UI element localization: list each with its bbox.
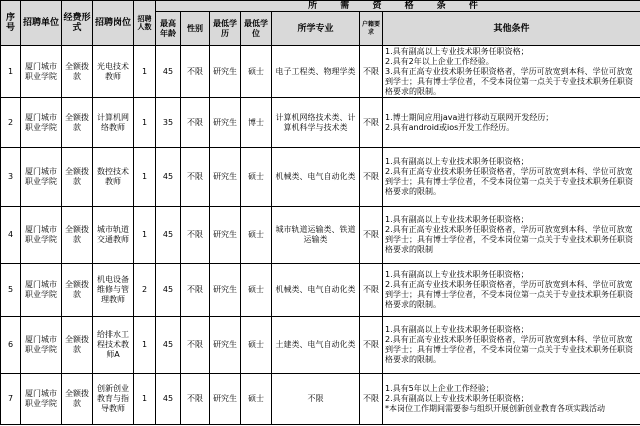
unit-cell: 厦门城市职业学院 [21, 98, 62, 148]
major-cell: 机械类、电气自动化类 [272, 264, 360, 317]
education-cell: 研究生 [210, 98, 241, 148]
hukou-cell: 不限 [360, 207, 383, 264]
unit-cell: 厦门城市职业学院 [21, 46, 62, 98]
unit-cell: 厦门城市职业学院 [21, 207, 62, 264]
hukou-cell: 不限 [360, 148, 383, 207]
funding-cell: 全额拨款 [62, 374, 93, 425]
degree-cell: 硕士 [241, 148, 272, 207]
major-cell: 土建类、电气自动化类 [272, 317, 360, 374]
condition-line: 3.具有正高专业技术职务任职资格者，学历可放宽到本科、学位可放宽到学士；具有博士学位者，不受本岗位第一点关于专业技术职务任职资格要求的限制。 [385, 66, 633, 96]
age-cell: 45 [156, 148, 181, 207]
header-age: 最高年龄 [156, 12, 181, 46]
hukou-cell: 不限 [360, 374, 383, 425]
header-funding: 经费形式 [62, 1, 93, 46]
degree-cell: 博士 [241, 98, 272, 148]
age-cell: 45 [156, 207, 181, 264]
education-cell: 研究生 [210, 207, 241, 264]
major-cell: 城市轨道运输类、铁道运输类 [272, 207, 360, 264]
education-cell: 研究生 [210, 317, 241, 374]
table-row [1, 98, 640, 148]
degree-cell: 硕士 [241, 46, 272, 98]
count-cell: 1 [134, 317, 156, 374]
hukou-cell: 不限 [360, 98, 383, 148]
gender-cell: 不限 [181, 317, 210, 374]
post-cell: 光电技术教师 [93, 46, 134, 98]
condition-line: 2.具有正高专业技术职务任职资格者，学历可放宽到本科、学位可放宽到学士；具有博士学位者，不受本岗位第一点关于专业技术职务任职资格要求的限制。 [385, 335, 633, 364]
count-cell: 2 [134, 264, 156, 317]
degree-cell: 硕士 [241, 264, 272, 317]
gender-cell: 不限 [181, 264, 210, 317]
funding-cell: 全额拨款 [62, 207, 93, 264]
header-post: 招聘岗位 [93, 1, 134, 46]
degree-cell: 硕士 [241, 317, 272, 374]
count-cell: 1 [134, 98, 156, 148]
header-qualification-group: 所 需 资 格 条 件 [156, 1, 640, 12]
other-conditions-cell [383, 264, 640, 317]
age-cell: 45 [156, 374, 181, 425]
hukou-cell: 不限 [360, 46, 383, 98]
unit-cell: 厦门城市职业学院 [21, 148, 62, 207]
other-conditions-cell [383, 148, 640, 207]
seq-cell: 6 [1, 317, 21, 374]
age-cell: 45 [156, 317, 181, 374]
table-row [1, 317, 640, 374]
condition-line: 2.具有副高以上专业技术职务任职资格； [385, 394, 529, 403]
header-major: 所学专业 [272, 12, 360, 46]
post-cell: 计算机网络教师 [93, 98, 134, 148]
gender-cell: 不限 [181, 148, 210, 207]
seq-cell: 1 [1, 46, 21, 98]
condition-line: 2.具有正高专业技术职务任职资格者，学历可放宽到本科、学位可放宽到学士；具有博士学位者，不受本岗位第一点关于专业技术职务任职资格要求的限制。 [385, 167, 633, 196]
other-conditions-cell [383, 98, 640, 148]
table-row [1, 374, 640, 425]
table-row [1, 148, 640, 207]
gender-cell: 不限 [181, 98, 210, 148]
condition-line: 2.具有2年以上企业工作经验。 [385, 56, 494, 66]
hukou-cell: 不限 [360, 317, 383, 374]
header-gender: 性别 [181, 12, 210, 46]
table-row [1, 46, 640, 98]
other-conditions-cell [383, 374, 640, 425]
education-cell: 研究生 [210, 374, 241, 425]
count-cell: 1 [134, 148, 156, 207]
table-row [1, 264, 640, 317]
unit-cell: 厦门城市职业学院 [21, 374, 62, 425]
major-cell: 不限 [272, 374, 360, 425]
age-cell: 35 [156, 98, 181, 148]
funding-cell: 全额拨款 [62, 98, 93, 148]
count-cell: 1 [134, 207, 156, 264]
condition-line: 1.具有副高以上专业技术职务任职资格； [385, 325, 529, 334]
education-cell: 研究生 [210, 264, 241, 317]
seq-cell: 5 [1, 264, 21, 317]
header-other-conditions: 其他条件 [383, 12, 640, 46]
funding-cell: 全额拨款 [62, 46, 93, 98]
seq-cell: 2 [1, 98, 21, 148]
condition-line: *本岗位工作期间需要参与组织开展创新创业教育各项实践活动 [385, 404, 605, 413]
funding-cell: 全额拨款 [62, 148, 93, 207]
education-cell: 研究生 [210, 46, 241, 98]
count-cell: 1 [134, 374, 156, 425]
other-conditions-cell [383, 207, 640, 264]
count-cell: 1 [134, 46, 156, 98]
condition-line: 1.具有副高以上专业技术职务任职资格； [385, 270, 529, 279]
seq-cell: 7 [1, 374, 21, 425]
age-cell: 45 [156, 46, 181, 98]
major-cell: 计算机网络技术类、计算机科学与技术类 [272, 98, 360, 148]
condition-line: 1.具有副高以上专业技术职务任职资格； [385, 46, 529, 56]
major-cell: 电子工程类、物理学类 [272, 46, 360, 98]
post-cell: 给排水工程技术教师A [93, 317, 134, 374]
degree-cell: 硕士 [241, 374, 272, 425]
other-conditions-cell [383, 317, 640, 374]
unit-cell: 厦门城市职业学院 [21, 264, 62, 317]
header-count: 招聘人数 [134, 1, 156, 46]
unit-cell: 厦门城市职业学院 [21, 317, 62, 374]
post-cell: 创新创业教育与指导教师 [93, 374, 134, 425]
header-hukou: 户籍要求 [360, 12, 383, 46]
condition-line: 1.具有5年以上企业工作经验； [385, 384, 494, 393]
condition-line: 1.博士期间应用java进行移动互联网开发经历； [385, 112, 554, 122]
degree-cell: 硕士 [241, 207, 272, 264]
major-cell: 机械类、电气自动化类 [272, 148, 360, 207]
condition-line: 2.具有正高专业技术职务任职资格者，学历可放宽到本科、学位可放宽到学士；具有博士学位者，不受本岗位第一点关于专业技术职务任职资格要求的限制 [385, 225, 633, 254]
post-cell: 数控技术教师 [93, 148, 134, 207]
other-conditions-cell [383, 46, 640, 98]
seq-cell: 3 [1, 148, 21, 207]
age-cell: 45 [156, 264, 181, 317]
gender-cell: 不限 [181, 374, 210, 425]
condition-line: 2.具有android或ios开发工作经历。 [385, 122, 515, 132]
table-row [1, 207, 640, 264]
gender-cell: 不限 [181, 207, 210, 264]
funding-cell: 全额拨款 [62, 264, 93, 317]
header-min-education: 最低学历 [210, 12, 241, 46]
education-cell: 研究生 [210, 148, 241, 207]
condition-line: 1.具有副高以上专业技术职务任职资格； [385, 215, 529, 224]
post-cell: 机电设备维修与管理教师 [93, 264, 134, 317]
header-unit: 招聘单位 [21, 1, 62, 46]
condition-line: 2.具有正高专业技术职务任职资格者，学历可放宽到本科、学位可放宽到学士；具有博士学位者，不受本岗位第一点关于专业技术职务任职资格要求的限制。 [385, 280, 633, 309]
gender-cell: 不限 [181, 46, 210, 98]
hukou-cell: 不限 [360, 264, 383, 317]
header-min-degree: 最低学位 [241, 12, 272, 46]
seq-cell: 4 [1, 207, 21, 264]
condition-line: 1.具有副高以上专业技术职务任职资格； [385, 157, 529, 166]
funding-cell: 全额拨款 [62, 317, 93, 374]
post-cell: 城市轨道交通教师 [93, 207, 134, 264]
header-seq: 序号 [1, 1, 21, 46]
